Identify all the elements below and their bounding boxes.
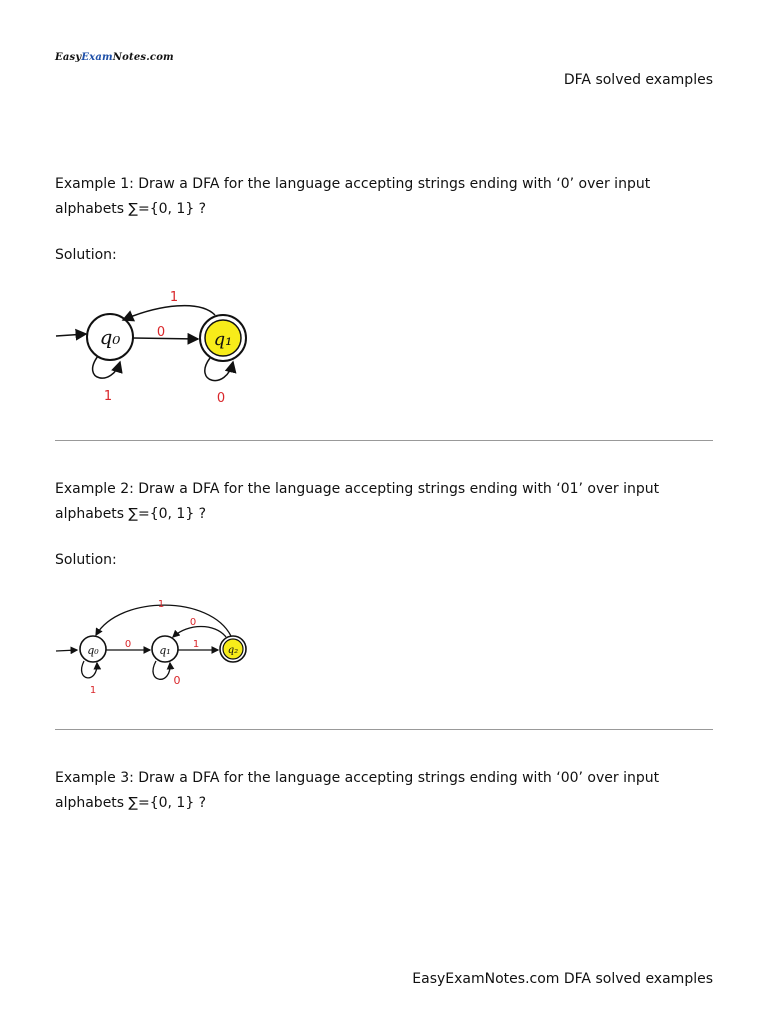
example-2-dfa-diagram (50, 595, 260, 700)
example-2-question: Example 2: Draw a DFA for the language accepting strings ending with ‘01’ over input alphabets ∑={0, 1} ? (55, 481, 660, 522)
transition-label-q0-q1: 0 (124, 639, 132, 650)
transition-label-q2-q1: 0 (189, 617, 197, 628)
logo-text-easy: Easy (55, 52, 82, 63)
transition-q2-q1 (173, 627, 226, 638)
self-loop-q0 (82, 661, 97, 678)
state-q2-final (220, 636, 246, 662)
self-loop-q1 (153, 661, 170, 679)
example-3-question: Example 3: Draw a DFA for the language accepting strings ending with ‘00’ over input alphabets ∑={0, 1} ? (55, 770, 660, 811)
example-1-solution-label: Solution: (55, 247, 117, 263)
transition-label-q0-q1: 0 (156, 325, 166, 340)
transition-label-q1-q2: 1 (192, 639, 200, 650)
site-logo (55, 52, 174, 63)
divider-2 (55, 729, 713, 730)
state-q1-label: q₁ (159, 644, 171, 657)
page-header-title: DFA solved examples (563, 72, 713, 88)
state-q1-label: q₁ (213, 329, 233, 350)
start-arrow (56, 334, 86, 336)
transition-label-q2-q0: 1 (157, 599, 165, 610)
transition-label-q1-q0: 1 (169, 290, 179, 305)
state-q1-final (200, 315, 246, 361)
state-q0-label: q₀ (87, 644, 99, 657)
transition-q0-q1 (133, 338, 198, 339)
logo-text-notes: Notes.com (112, 52, 174, 63)
transition-label-q1-self: 0 (216, 391, 226, 406)
transition-q1-q0 (123, 306, 215, 320)
start-arrow (56, 650, 77, 651)
state-q0 (80, 636, 106, 662)
example-1-question: Example 1: Draw a DFA for the language accepting strings ending with ‘0’ over input alphabets ∑={0, 1} ? (55, 176, 651, 217)
example-2-solution-label: Solution: (55, 552, 117, 568)
logo-text-exam: Exam (81, 52, 113, 63)
state-q0-label: q₀ (99, 325, 121, 349)
state-q0 (87, 314, 133, 360)
page-footer: EasyExamNotes.com DFA solved examples (412, 971, 713, 987)
state-q1 (152, 636, 178, 662)
transition-label-q0-self: 1 (89, 685, 97, 696)
transition-label-q1-self: 0 (173, 674, 181, 687)
state-q2-label: q₂ (227, 645, 239, 656)
example-1-dfa-diagram (50, 282, 260, 412)
divider-1 (55, 440, 713, 441)
transition-label-q0-self: 1 (103, 389, 113, 404)
